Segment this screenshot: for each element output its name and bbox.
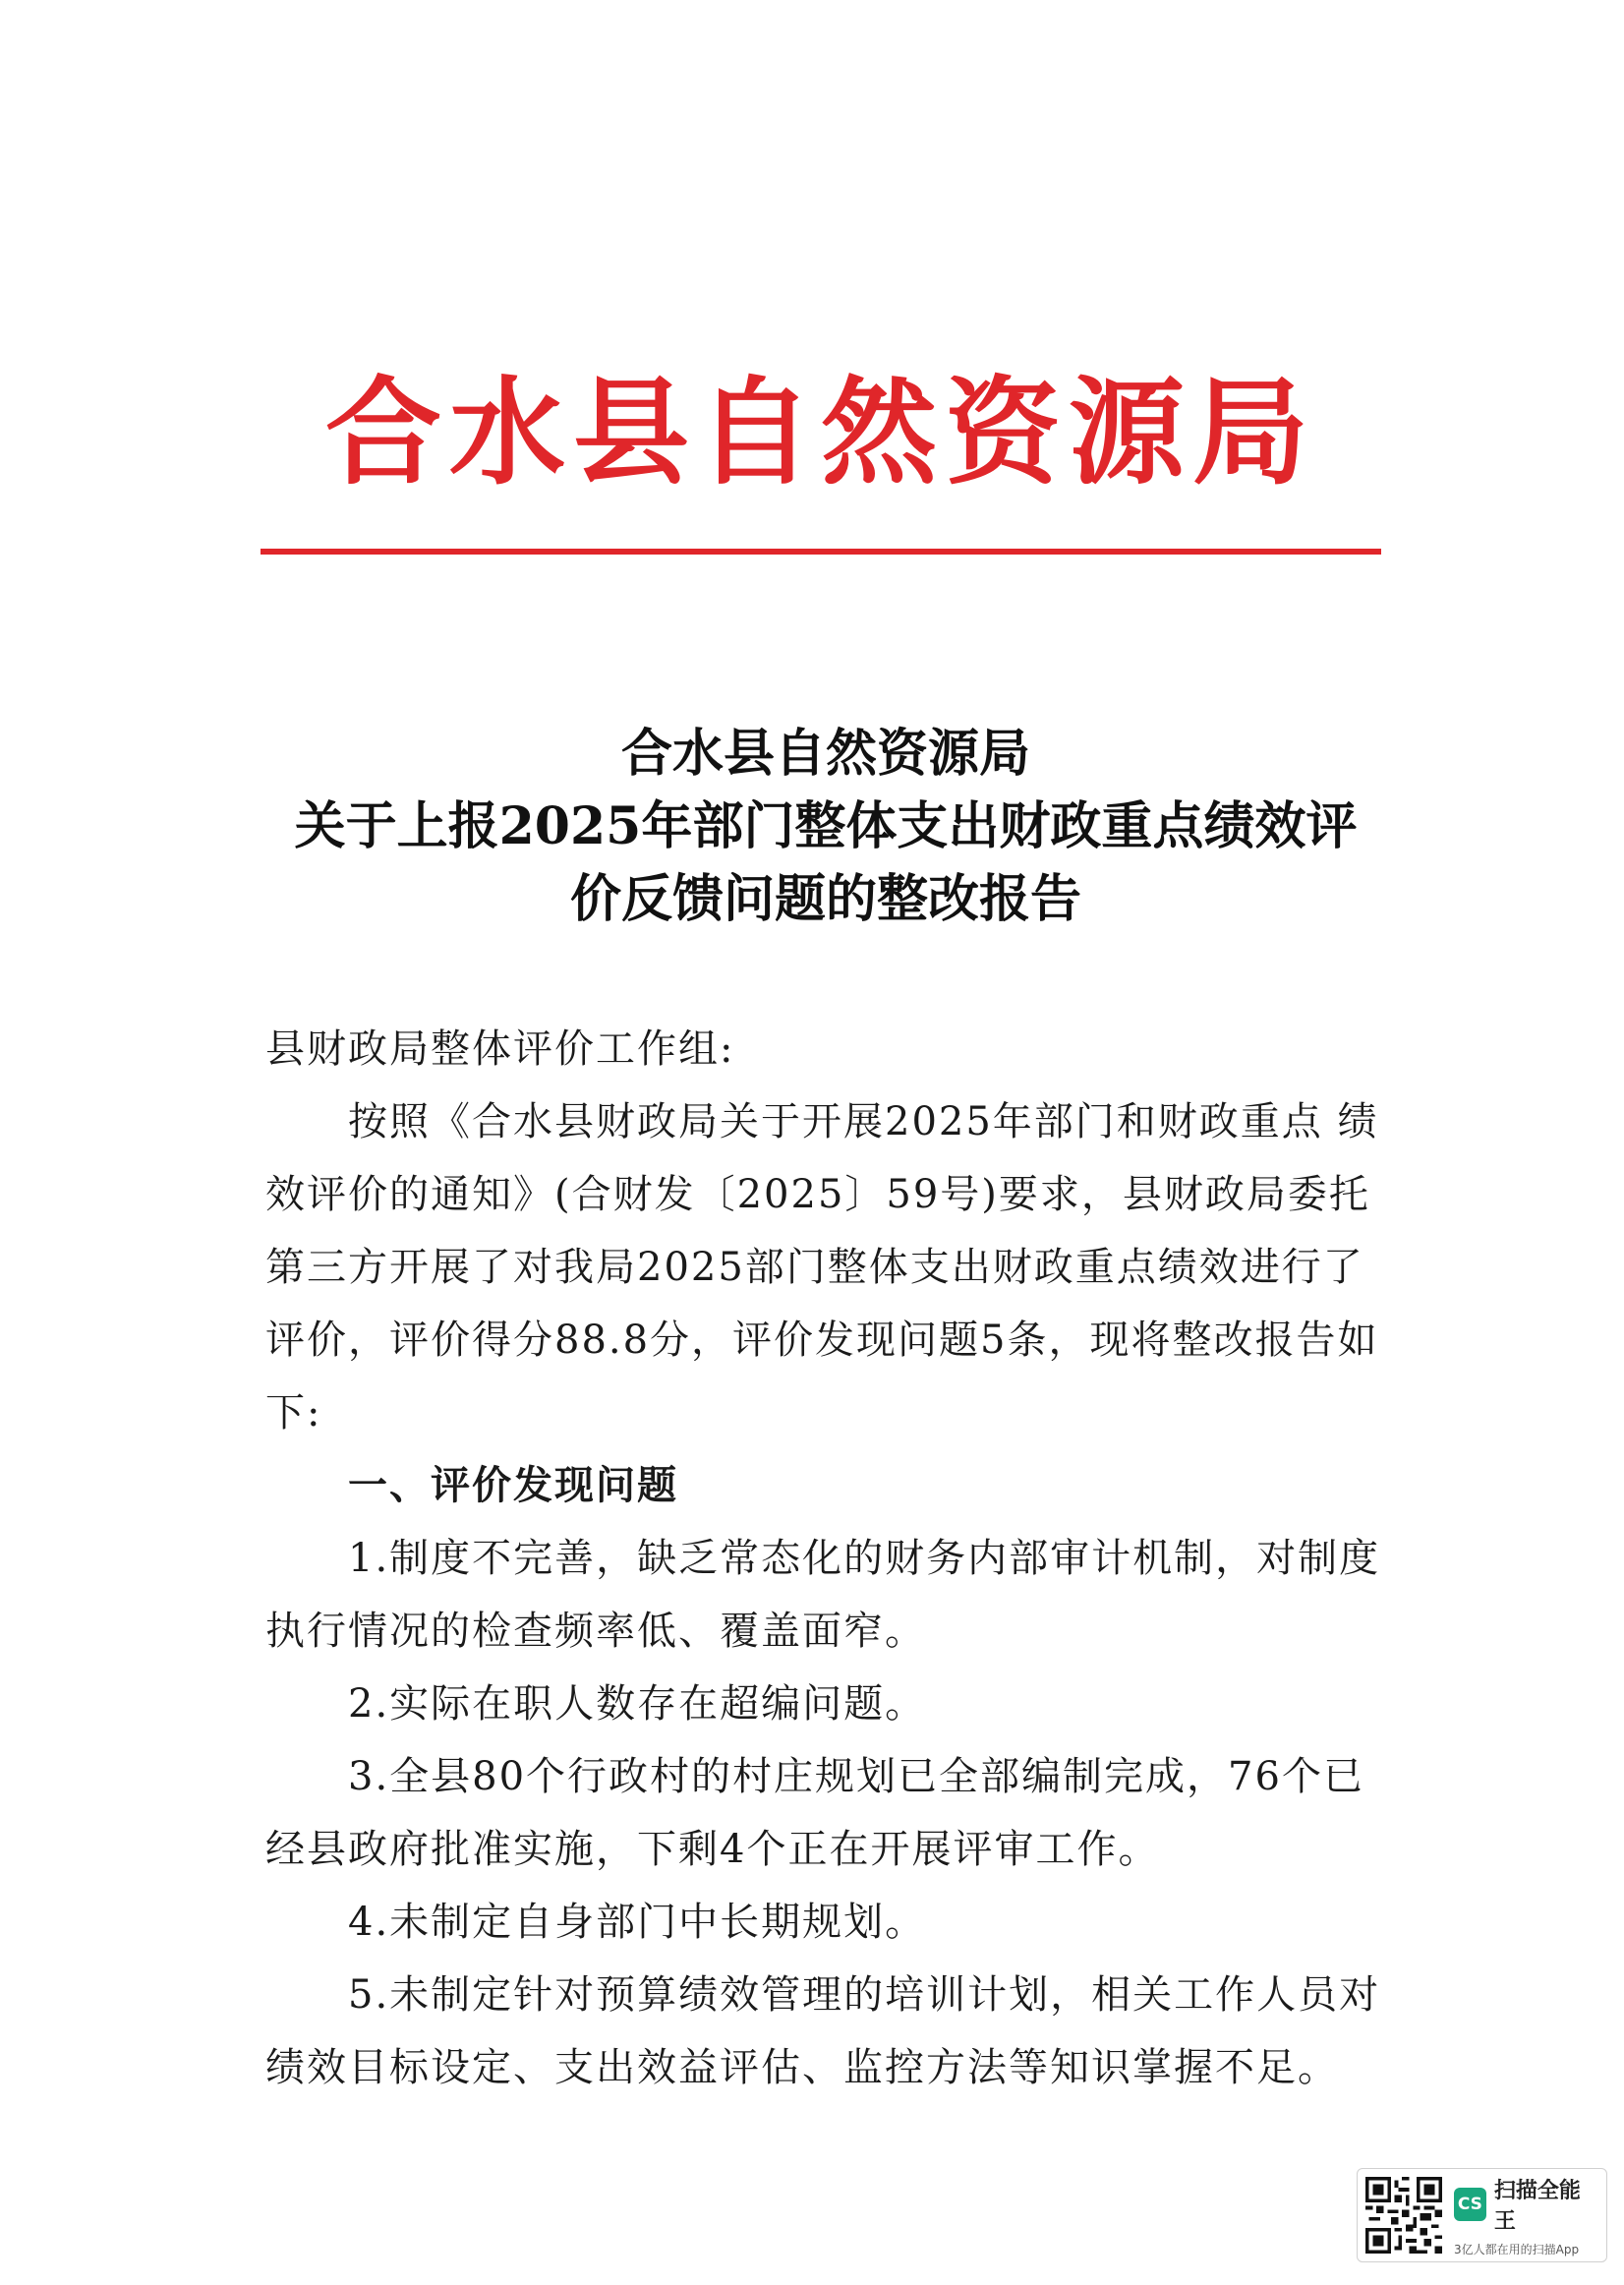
scanner-app-name: 扫描全能王 (1493, 2178, 1581, 2234)
issue-item-5: 5.未制定针对预算绩效管理的培训计划，相关工作人员对绩效目标设定、支出效益评估、监控方法等知识掌握不足。 (265, 1972, 1381, 2090)
section-heading-1: 一、评价发现问题 (348, 1462, 678, 1508)
camscanner-logo-icon: CS (1454, 2188, 1486, 2221)
issue-item-1: 1.制度不完善，缺乏常态化的财务内部审计机制，对制度执行情况的检查频率低、覆盖面窄。 (265, 1536, 1381, 1654)
salutation: 县财政局整体评价工作组: (265, 1026, 735, 1072)
document-title (246, 718, 1406, 936)
title-line-2: 关于上报2025年部门整体支出财政重点绩效评 (294, 796, 1358, 856)
document-body (265, 1013, 1396, 2104)
issue-item-3: 3.全县80个行政村的村庄规划已全部编制完成，76个已经县政府批准实施，下剩4个正在开展评审工作。 (265, 1754, 1364, 1872)
intro-paragraph: 按照《合水县财政局关于开展2025年部门和财政重点 绩效评价的通知》(合财发〔2025〕59号)要求，县财政局委托第三方开展了对我局2025部门整体支出财政重点绩效进行了评价，评价得分88.8分，评价发现问题5条，现将整改报告如下: (265, 1099, 1379, 1435)
scanner-watermark-badge (1357, 2168, 1607, 2262)
qr-code-icon (1365, 2177, 1442, 2254)
issue-item-4: 4.未制定自身部门中长期规划。 (348, 1900, 927, 1945)
issue-item-2: 2.实际在职人数存在超编问题。 (348, 1681, 927, 1727)
title-line-1: 合水县自然资源局 (620, 724, 1030, 784)
title-line-3: 价反馈问题的整改报告 (569, 869, 1081, 929)
header-red-rule (261, 549, 1381, 555)
org-header-title: 合水县自然资源局 (324, 365, 1316, 500)
scanner-slogan: 3亿人都在用的扫描App (1454, 2242, 1580, 2256)
